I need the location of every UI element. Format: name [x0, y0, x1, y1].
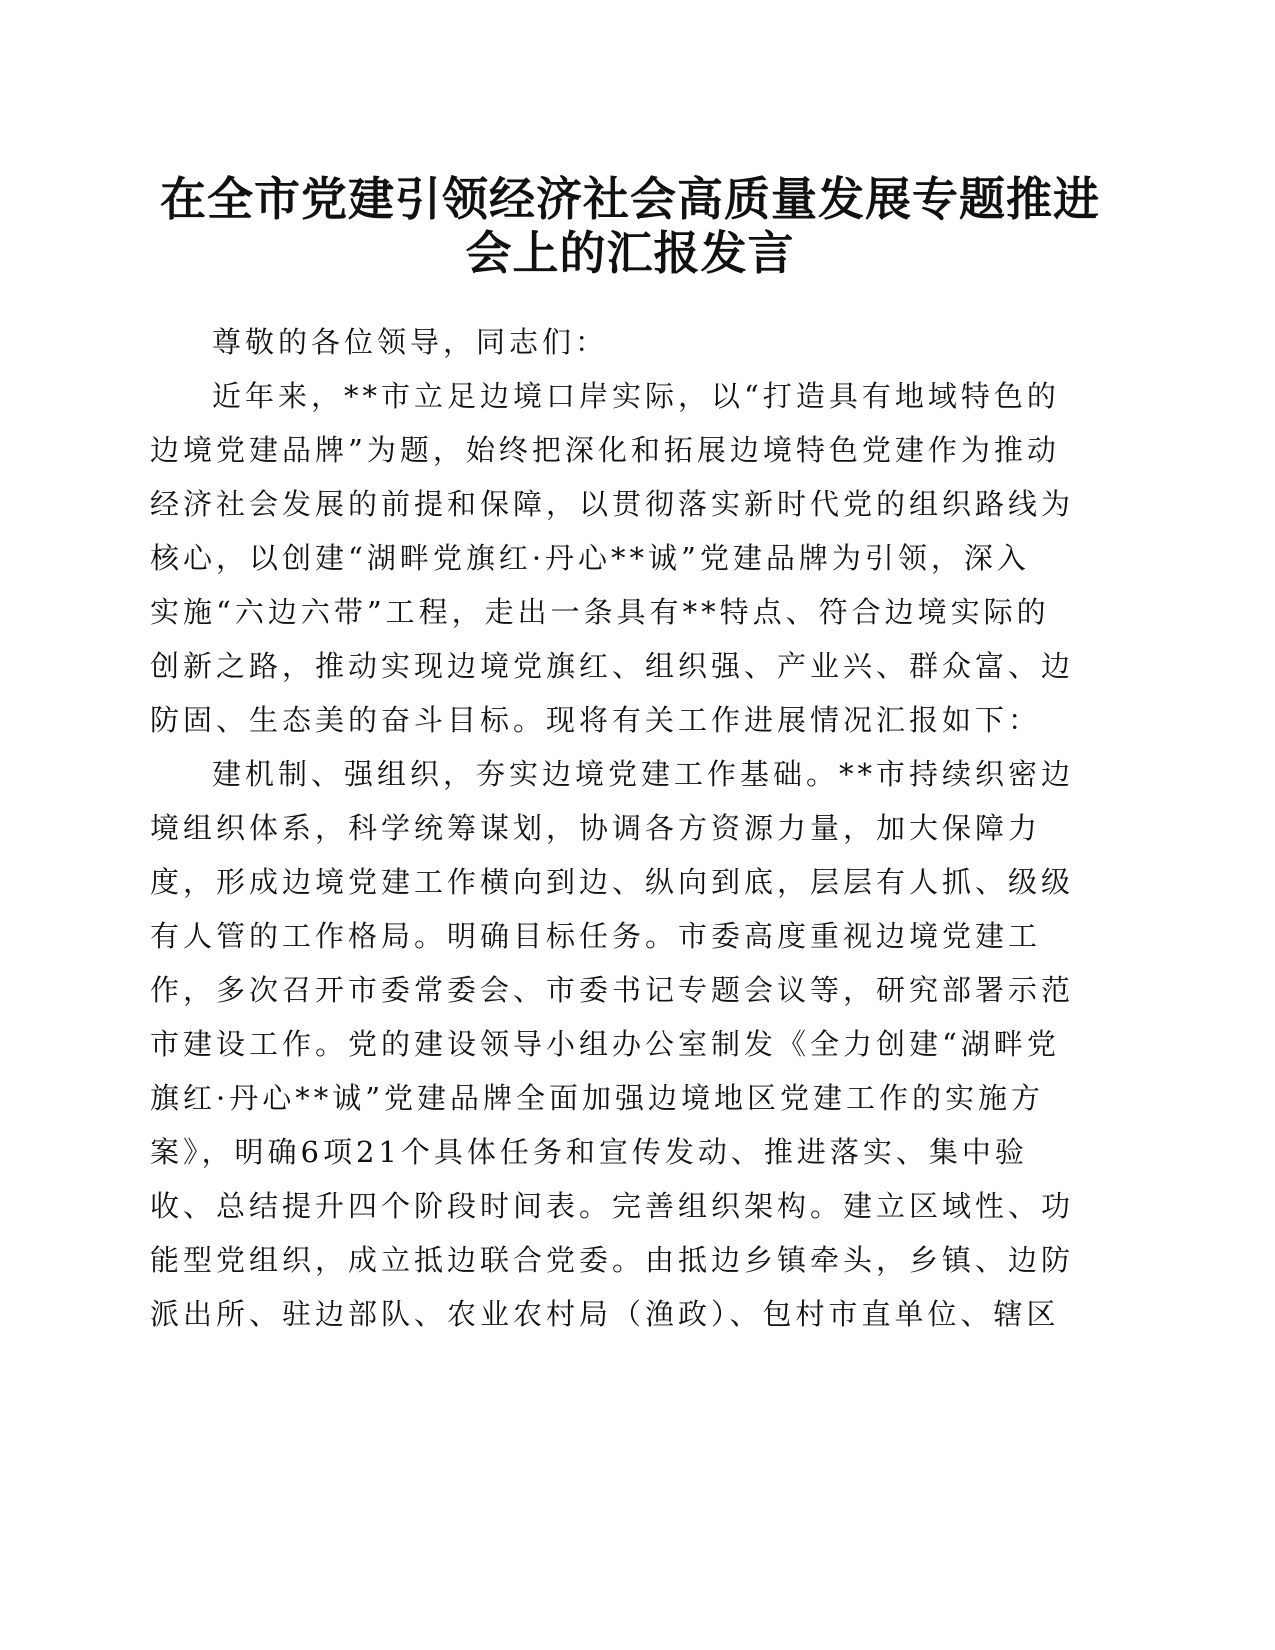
- paragraph-line: 实施“六边六带”工程，走出一条具有**特点、符合边境实际的: [150, 595, 1050, 629]
- section-paragraph: [150, 747, 1075, 1341]
- paragraph-line: 境组织体系，科学统筹谋划，协调各方资源力量，加大保障力: [150, 811, 1042, 845]
- paragraph-line: 核心，以创建“湖畔党旗红·丹心**诚”党建品牌为引领，深入: [150, 541, 1030, 575]
- document-title: [150, 172, 1110, 280]
- greeting-line: 尊敬的各位领导，同志们：: [212, 325, 609, 359]
- paragraph-line: 收、总结提升四个阶段时间表。完善组织架构。建立区域性、功: [150, 1189, 1075, 1223]
- paragraph-line: 建机制、强组织，夯实边境党建工作基础。**市持续织密边: [212, 757, 1075, 791]
- paragraph-line: 能型党组织，成立抵边联合党委。由抵边乡镇牵头，乡镇、边防: [150, 1243, 1075, 1277]
- paragraph-line: 创新之路，推动实现边境党旗红、组织强、产业兴、群众富、边: [150, 649, 1075, 683]
- paragraph-line: 有人管的工作格局。明确目标任务。市委高度重视边境党建工: [150, 919, 1042, 953]
- intro-paragraph: [150, 369, 1075, 747]
- paragraph-line: 作，多次召开市委常委会、市委书记专题会议等，研究部署示范: [150, 973, 1075, 1007]
- document-body: [150, 315, 1075, 1341]
- paragraph-line: 防固、生态美的奋斗目标。现将有关工作进展情况汇报如下：: [150, 703, 1042, 737]
- paragraph-line: 边境党建品牌”为题，始终把深化和拓展边境特色党建作为推动: [150, 433, 1060, 467]
- paragraph-line: 度，形成边境党建工作横向到边、纵向到底，层层有人抓、级级: [150, 865, 1075, 899]
- paragraph-line: 派出所、驻边部队、农业农村局（渔政）、包村市直单位、辖区: [150, 1297, 1060, 1331]
- title-line: 会上的汇报发言: [465, 226, 795, 280]
- paragraph-line: 经济社会发展的前提和保障，以贯彻落实新时代党的组织路线为: [150, 487, 1075, 521]
- paragraph-line: 市建设工作。党的建设领导小组办公室制发《全力创建“湖畔党: [150, 1027, 1060, 1061]
- paragraph-line: 旗红·丹心**诚”党建品牌全面加强边境地区党建工作的实施方: [150, 1081, 1045, 1115]
- paragraph-line: 近年来，**市立足边境口岸实际，以“打造具有地域特色的: [212, 379, 1060, 413]
- title-line: 在全市党建引领经济社会高质量发展专题推进: [160, 172, 1100, 226]
- paragraph-line: 案》，明确6项21个具体任务和宣传发动、推进落实、集中验: [150, 1135, 1028, 1169]
- greeting-paragraph: [150, 315, 1040, 369]
